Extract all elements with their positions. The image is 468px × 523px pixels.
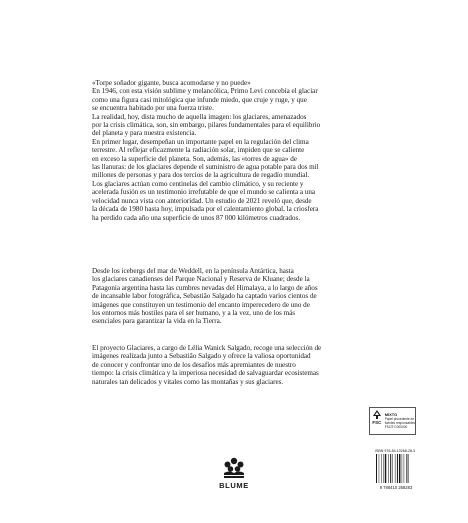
intro-line: del planeta y para nuestra existencia.: [92, 129, 197, 138]
middle-line: esenciales para garantizar la vida en la Tierra.: [92, 317, 222, 326]
barcode-bar: [399, 454, 401, 483]
middle-paragraph: [92, 267, 384, 326]
barcode-bar: [390, 454, 391, 483]
intro-line: terrestre. Al reflejar eficazmente la radiación solar, impiden que se caliente: [92, 146, 305, 155]
intro-line: Los glaciares actúan como centinelas del cambio climático, y su reciente y: [92, 179, 304, 188]
closing-line: El proyecto Glaciares, a cargo de Lélia Wanick Salgado, recoge una selección de: [92, 344, 322, 352]
intro-line: como una figura casi mitológica que infunde miedo, que cruje y ruge, y que: [92, 95, 307, 104]
intro-line: ha perdido cada año una superficie de unos 87 000 kilómetros cuadrados.: [92, 213, 300, 222]
fsc-logo-text: FSC: [372, 420, 382, 425]
middle-line: Patagonia argentina hasta las cumbres nevadas del Himalaya, a lo largo de años: [92, 283, 318, 292]
intro-line: millones de personas y para dos tercios de la agricultura de regadío mundial.: [92, 171, 310, 180]
middle-line: los entornos más hostiles para el ser humano, y a la vez, uno de los más: [92, 309, 296, 318]
closing-paragraph: [92, 344, 384, 386]
intro-line: En primer lugar, desempeñan un importante papel en la regulación del clima: [92, 137, 309, 146]
barcode-bar: [395, 454, 396, 483]
barcode-digits: 9 788410 268283: [379, 485, 413, 490]
fsc-description: [384, 408, 415, 434]
fsc-logo-icon: [370, 408, 384, 434]
barcode-bar: [385, 454, 387, 483]
barcode-bar: [376, 454, 377, 483]
middle-line: Desde los icebergs del mar de Weddell, en la península Antártica, hasta: [92, 267, 294, 275]
middle-line: de incansable labor fotográfica, Sebastião Salgado ha captado varios cientos de: [92, 292, 317, 301]
intro-line: en exceso la superficie del planeta. Son, además, las «torres de agua» de: [92, 154, 297, 163]
closing-line: naturales tan delicados y vitales como las montañas y sus glaciares.: [92, 377, 284, 386]
intro-line: La realidad, hoy, dista mucho de aquella imagen: los glaciares, amenazados: [92, 112, 307, 121]
fsc-label: [369, 407, 416, 435]
intro-line: se encuentra habitado por una fuerza triste.: [92, 104, 214, 113]
barcode-bar: [408, 454, 409, 483]
barcode-bar: [392, 454, 393, 483]
intro-line: la década de 1980 hasta hoy, impulsada por el calentamiento global, la criosfera: [92, 205, 319, 214]
closing-line: de conocer y confrontar uno de los desafíos más apremiantes de nuestro: [92, 360, 296, 369]
barcode-bar: [381, 454, 382, 483]
isbn-label: ISBN 978-84-10268-28-3: [375, 449, 416, 453]
barcode-bar: [379, 454, 380, 483]
closing-line: tiempo: la crisis climática y la imperiosa necesidad de salvaguardar ecosistemas: [92, 369, 319, 378]
barcode-bar: [397, 454, 398, 483]
publisher-name: BLUME: [219, 481, 249, 490]
closing-line: imágenes realizada junto a Sebastião Salgado y ofrece la valiosa oportunidad: [92, 352, 311, 361]
intro-line: acelerada fusión es un testimonio irrefutable de que el mundo se calienta a una: [92, 188, 316, 197]
barcode-icon: [375, 454, 417, 490]
barcode-bar: [383, 454, 384, 483]
fsc-line-1: Papel procedente de: [384, 417, 415, 421]
barcode-bar: [388, 454, 389, 483]
middle-line: los glaciares canadienses del Parque Nacional y Reserva de Kluane; desde la: [92, 275, 310, 284]
barcode-bar: [406, 454, 407, 483]
barcode-bar: [404, 454, 405, 483]
intro-line: En 1946, con esta visión sublime y melancólica, Primo Levi concebía el glaciar: [92, 87, 318, 96]
middle-line: imágenes que constituyen un testimonio del encanto imperecedero de uno de: [92, 300, 310, 309]
fsc-line-2: fuentes responsables: [384, 421, 415, 425]
intro-line: las llanuras: de los glaciares depende el suministro de agua potable para dos mil: [92, 163, 319, 172]
fsc-main-label: MIXTO: [384, 412, 398, 417]
fsc-code: FSC® C000000: [384, 425, 408, 429]
intro-line: «Torpe soñador gigante, busca acomodarse y no puede»: [92, 79, 251, 87]
intro-line: velocidad nunca vista con anterioridad. Un estudio de 2021 reveló que, desde: [92, 196, 312, 205]
intro-paragraphs: [92, 79, 384, 222]
intro-line: por la crisis climática, son, sin embargo, pilares fundamentales para el equilibrio: [92, 121, 321, 130]
blume-tree-icon: [222, 457, 246, 479]
publisher-logo: [209, 457, 259, 490]
barcode-bar: [402, 454, 403, 483]
